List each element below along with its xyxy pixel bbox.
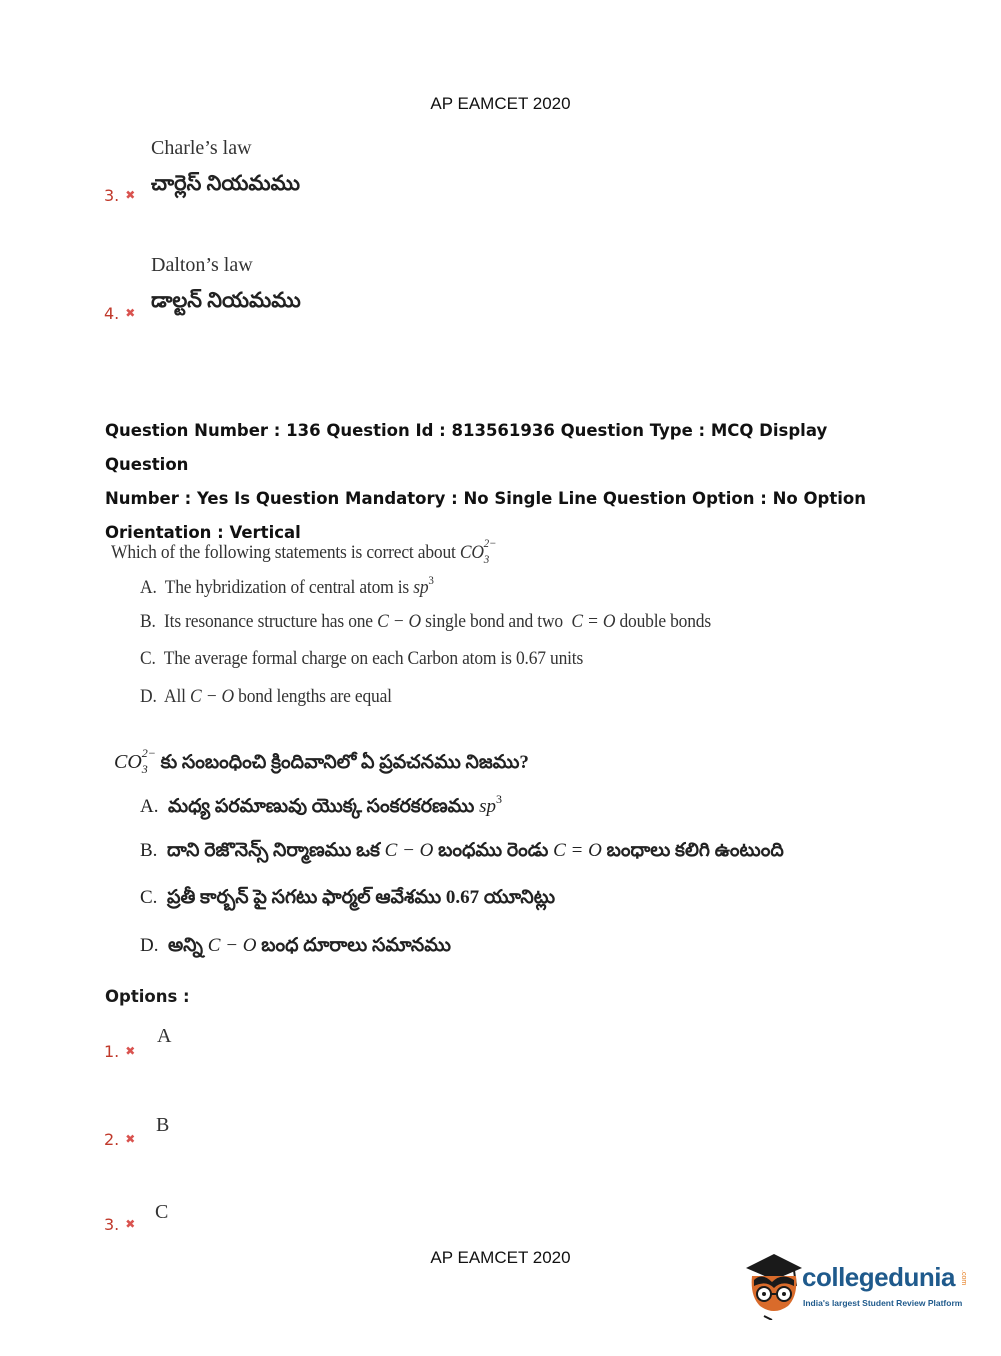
option-2-value: B xyxy=(156,1114,170,1136)
options-label: Options : xyxy=(105,987,190,1006)
logo-name: collegedunia xyxy=(802,1262,955,1292)
option-1-number: 1. ✖ xyxy=(104,1042,136,1061)
wrong-mark-icon: ✖ xyxy=(125,1132,136,1146)
question-te-statement-a: A. మధ్య పరమాణువు యొక్క సంకరకరణము $sp^3$ xyxy=(140,792,502,817)
option-3-number: 3. ✖ xyxy=(104,1215,136,1234)
question-te-statement-b: B. దాని రెజొనెన్స్ నిర్మాణము ఒక C − O బంధము రెండు C = O బంధాలు కలిగి ఉంటుంది xyxy=(140,840,784,861)
prev-option-4-te: డాల్టన్ నియమము xyxy=(151,288,301,312)
prev-option-3-en: Charle’s law xyxy=(151,137,252,159)
carbonate-formula-te: $CO_3^{2-}$ xyxy=(114,746,156,776)
prev-option-4-en: Dalton’s law xyxy=(151,254,253,276)
question-meta-line-2: Number : Yes Is Question Mandatory : No Single Line Question Option : No Option xyxy=(105,489,866,508)
option-1-value: A xyxy=(157,1025,172,1047)
prev-option-3-te: చార్లెస్ నియమము xyxy=(151,171,301,195)
wrong-mark-icon: ✖ xyxy=(125,1217,136,1231)
question-meta-line-1: Question Number : 136 Question Id : 813561936 Question Type : MCQ Display Question xyxy=(105,421,828,474)
page-header: AP EAMCET 2020 xyxy=(430,94,571,113)
question-te-stem: $CO_3^{2-}$ కు సంబంధించి క్రిందివానిలో ఏ ప్రవచనము నిజము? xyxy=(114,746,529,776)
question-te-statement-d: D. అన్ని C − O బంధ దూరాలు సమానము xyxy=(140,935,451,956)
logo-com: .com xyxy=(960,1270,967,1286)
prev-option-3-number: 3. ✖ xyxy=(104,186,136,205)
option-2-number: 2. ✖ xyxy=(104,1130,136,1149)
page-footer: AP EAMCET 2020 xyxy=(430,1248,571,1267)
question-en-stem: Which of the following statements is correct about $CO_3^{2-}$ xyxy=(111,536,497,566)
logo-tagline: India's largest Student Review Platform xyxy=(803,1298,963,1308)
question-en-statement-a: A. The hybridization of central atom is $sp^3$ xyxy=(140,573,434,598)
question-en-statement-c: C. The average formal charge on each Carbon atom is 0.67 units xyxy=(140,648,584,669)
question-meta xyxy=(105,414,905,550)
question-en-statement-d: D. All C − O bond lengths are equal xyxy=(140,686,392,707)
wrong-mark-icon: ✖ xyxy=(125,1044,136,1058)
collegedunia-mascot-icon xyxy=(742,1250,804,1320)
carbonate-formula: $CO_3^{2-}$ xyxy=(459,536,497,566)
question-en-statement-b: B. Its resonance structure has one C − O single bond and two C = O double bonds xyxy=(140,611,711,632)
question-te-statement-c: C. ప్రతీ కార్బన్ పై సగటు ఫార్మల్ ఆవేశము 0.67 యూనిట్లు xyxy=(140,887,556,908)
option-3-value: C xyxy=(155,1201,169,1223)
question-meta-line-3: Orientation : Vertical xyxy=(105,523,301,542)
wrong-mark-icon: ✖ xyxy=(125,306,136,320)
wrong-mark-icon: ✖ xyxy=(125,188,136,202)
prev-option-4-number: 4. ✖ xyxy=(104,304,136,323)
